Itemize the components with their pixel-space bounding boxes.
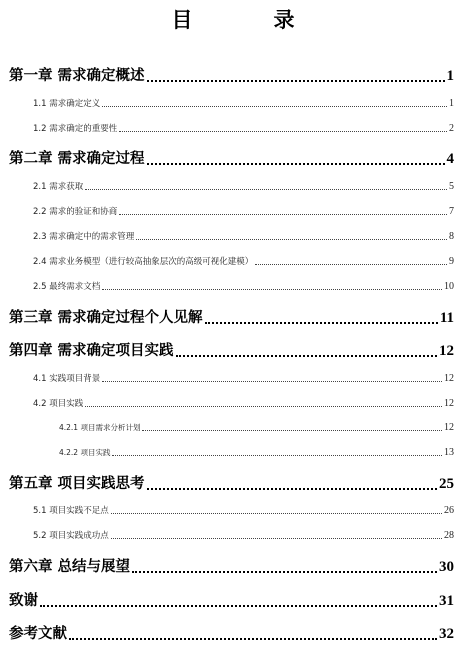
toc-acknowledgements[interactable] — [9, 589, 454, 610]
toc-page-number: 31 — [439, 593, 454, 609]
toc-section-2-2[interactable] — [33, 205, 454, 217]
toc-chapter-1[interactable] — [9, 64, 454, 85]
toc-leader-dots — [147, 80, 445, 82]
toc-page-number: 12 — [439, 343, 454, 359]
toc-leader-dots — [112, 455, 442, 456]
toc-section-2-1[interactable] — [33, 180, 454, 192]
toc-page-number: 11 — [439, 310, 454, 326]
toc-page-number: 8 — [449, 231, 454, 242]
toc-leader-dots — [69, 638, 437, 640]
toc-page-number: 32 — [439, 626, 454, 642]
toc-entry-label: 2.4 需求业务模型（进行较高抽象层次的高级可视化建模） — [33, 257, 254, 267]
toc-page-number: 13 — [444, 447, 454, 458]
toc-page-number: 12 — [444, 398, 454, 409]
toc-leader-dots — [102, 381, 442, 382]
toc-section-1-2[interactable] — [33, 122, 454, 134]
toc-leader-dots — [111, 513, 442, 514]
toc-entry-label: 4.2 项目实践 — [33, 399, 84, 409]
toc-section-4-1[interactable] — [33, 372, 454, 384]
toc-entry-label: 第一章 需求确定概述 — [9, 67, 145, 84]
toc-section-1-1[interactable] — [33, 97, 454, 109]
toc-leader-dots — [176, 355, 437, 357]
toc-page-number: 9 — [449, 256, 454, 267]
toc-section-2-4[interactable] — [33, 255, 454, 267]
toc-page-number: 5 — [449, 181, 454, 192]
toc-entry-label: 1.1 需求确定定义 — [33, 99, 101, 109]
toc-page-number: 4 — [446, 151, 454, 167]
toc-page-number: 30 — [439, 559, 454, 575]
toc-section-5-2[interactable] — [33, 529, 454, 541]
toc-leader-dots — [119, 214, 447, 215]
toc-entry-label: 4.1 实践项目背景 — [33, 374, 101, 384]
toc-chapter-2[interactable] — [9, 147, 454, 168]
toc-page-number: 12 — [444, 373, 454, 384]
toc-entry-label: 5.1 项目实践不足点 — [33, 506, 109, 516]
toc-section-4-2[interactable] — [33, 397, 454, 409]
toc-page-number: 1 — [446, 68, 454, 84]
toc-leader-dots — [102, 106, 447, 107]
toc-leader-dots — [136, 239, 447, 240]
toc-page-number: 25 — [439, 476, 454, 492]
toc-chapter-6[interactable] — [9, 555, 454, 576]
toc-leader-dots — [85, 406, 442, 407]
toc-leader-dots — [255, 264, 447, 265]
toc-chapter-3[interactable] — [9, 306, 454, 327]
toc-page-number: 7 — [449, 206, 454, 217]
toc-leader-dots — [142, 430, 442, 431]
toc-entry-label: 4.2.1 项目需求分析计划 — [59, 423, 141, 432]
toc-entry-label: 2.3 需求确定中的需求管理 — [33, 232, 135, 242]
toc-entry-label: 致谢 — [9, 592, 38, 609]
toc-entry-label: 第四章 需求确定项目实践 — [9, 342, 174, 359]
toc-chapter-5[interactable] — [9, 472, 454, 493]
toc-entry-label: 4.2.2 项目实践 — [59, 448, 111, 457]
toc-subsection-4-2-1[interactable] — [59, 422, 454, 433]
toc-leader-dots — [147, 163, 445, 165]
toc-leader-dots — [40, 605, 437, 607]
toc-page-number: 2 — [449, 123, 454, 134]
toc-entry-label: 第五章 项目实践思考 — [9, 475, 145, 492]
toc-leader-dots — [205, 322, 438, 324]
toc-leader-dots — [119, 131, 447, 132]
toc-page-number: 10 — [444, 281, 454, 292]
toc-entry-label: 参考文献 — [9, 625, 67, 642]
toc-entry-label: 2.2 需求的验证和协商 — [33, 207, 118, 217]
page-title: 目 录 — [171, 7, 325, 32]
toc-references[interactable] — [9, 622, 454, 643]
toc-section-2-5[interactable] — [33, 280, 454, 292]
toc-page-number: 28 — [444, 530, 454, 541]
toc-leader-dots — [85, 189, 447, 190]
toc-entry-label: 1.2 需求确定的重要性 — [33, 124, 118, 134]
toc-section-2-3[interactable] — [33, 230, 454, 242]
toc-leader-dots — [111, 538, 442, 539]
toc-section-5-1[interactable] — [33, 504, 454, 516]
toc-leader-dots — [147, 488, 437, 490]
toc-entry-label: 5.2 项目实践成功点 — [33, 531, 109, 541]
toc-leader-dots — [102, 289, 442, 290]
toc-entry-label: 第六章 总结与展望 — [9, 558, 131, 575]
toc-entry-label: 第二章 需求确定过程 — [9, 150, 145, 167]
toc-page-number: 1 — [449, 98, 454, 109]
toc-entry-label: 第三章 需求确定过程个人见解 — [9, 309, 203, 326]
toc-page-number: 12 — [444, 422, 454, 433]
toc-page-number: 26 — [444, 505, 454, 516]
toc-entry-label: 2.5 最终需求文档 — [33, 282, 101, 292]
toc-entry-label: 2.1 需求获取 — [33, 182, 84, 192]
toc-leader-dots — [132, 571, 437, 573]
toc-chapter-4[interactable] — [9, 339, 454, 360]
toc-subsection-4-2-2[interactable] — [59, 447, 454, 458]
